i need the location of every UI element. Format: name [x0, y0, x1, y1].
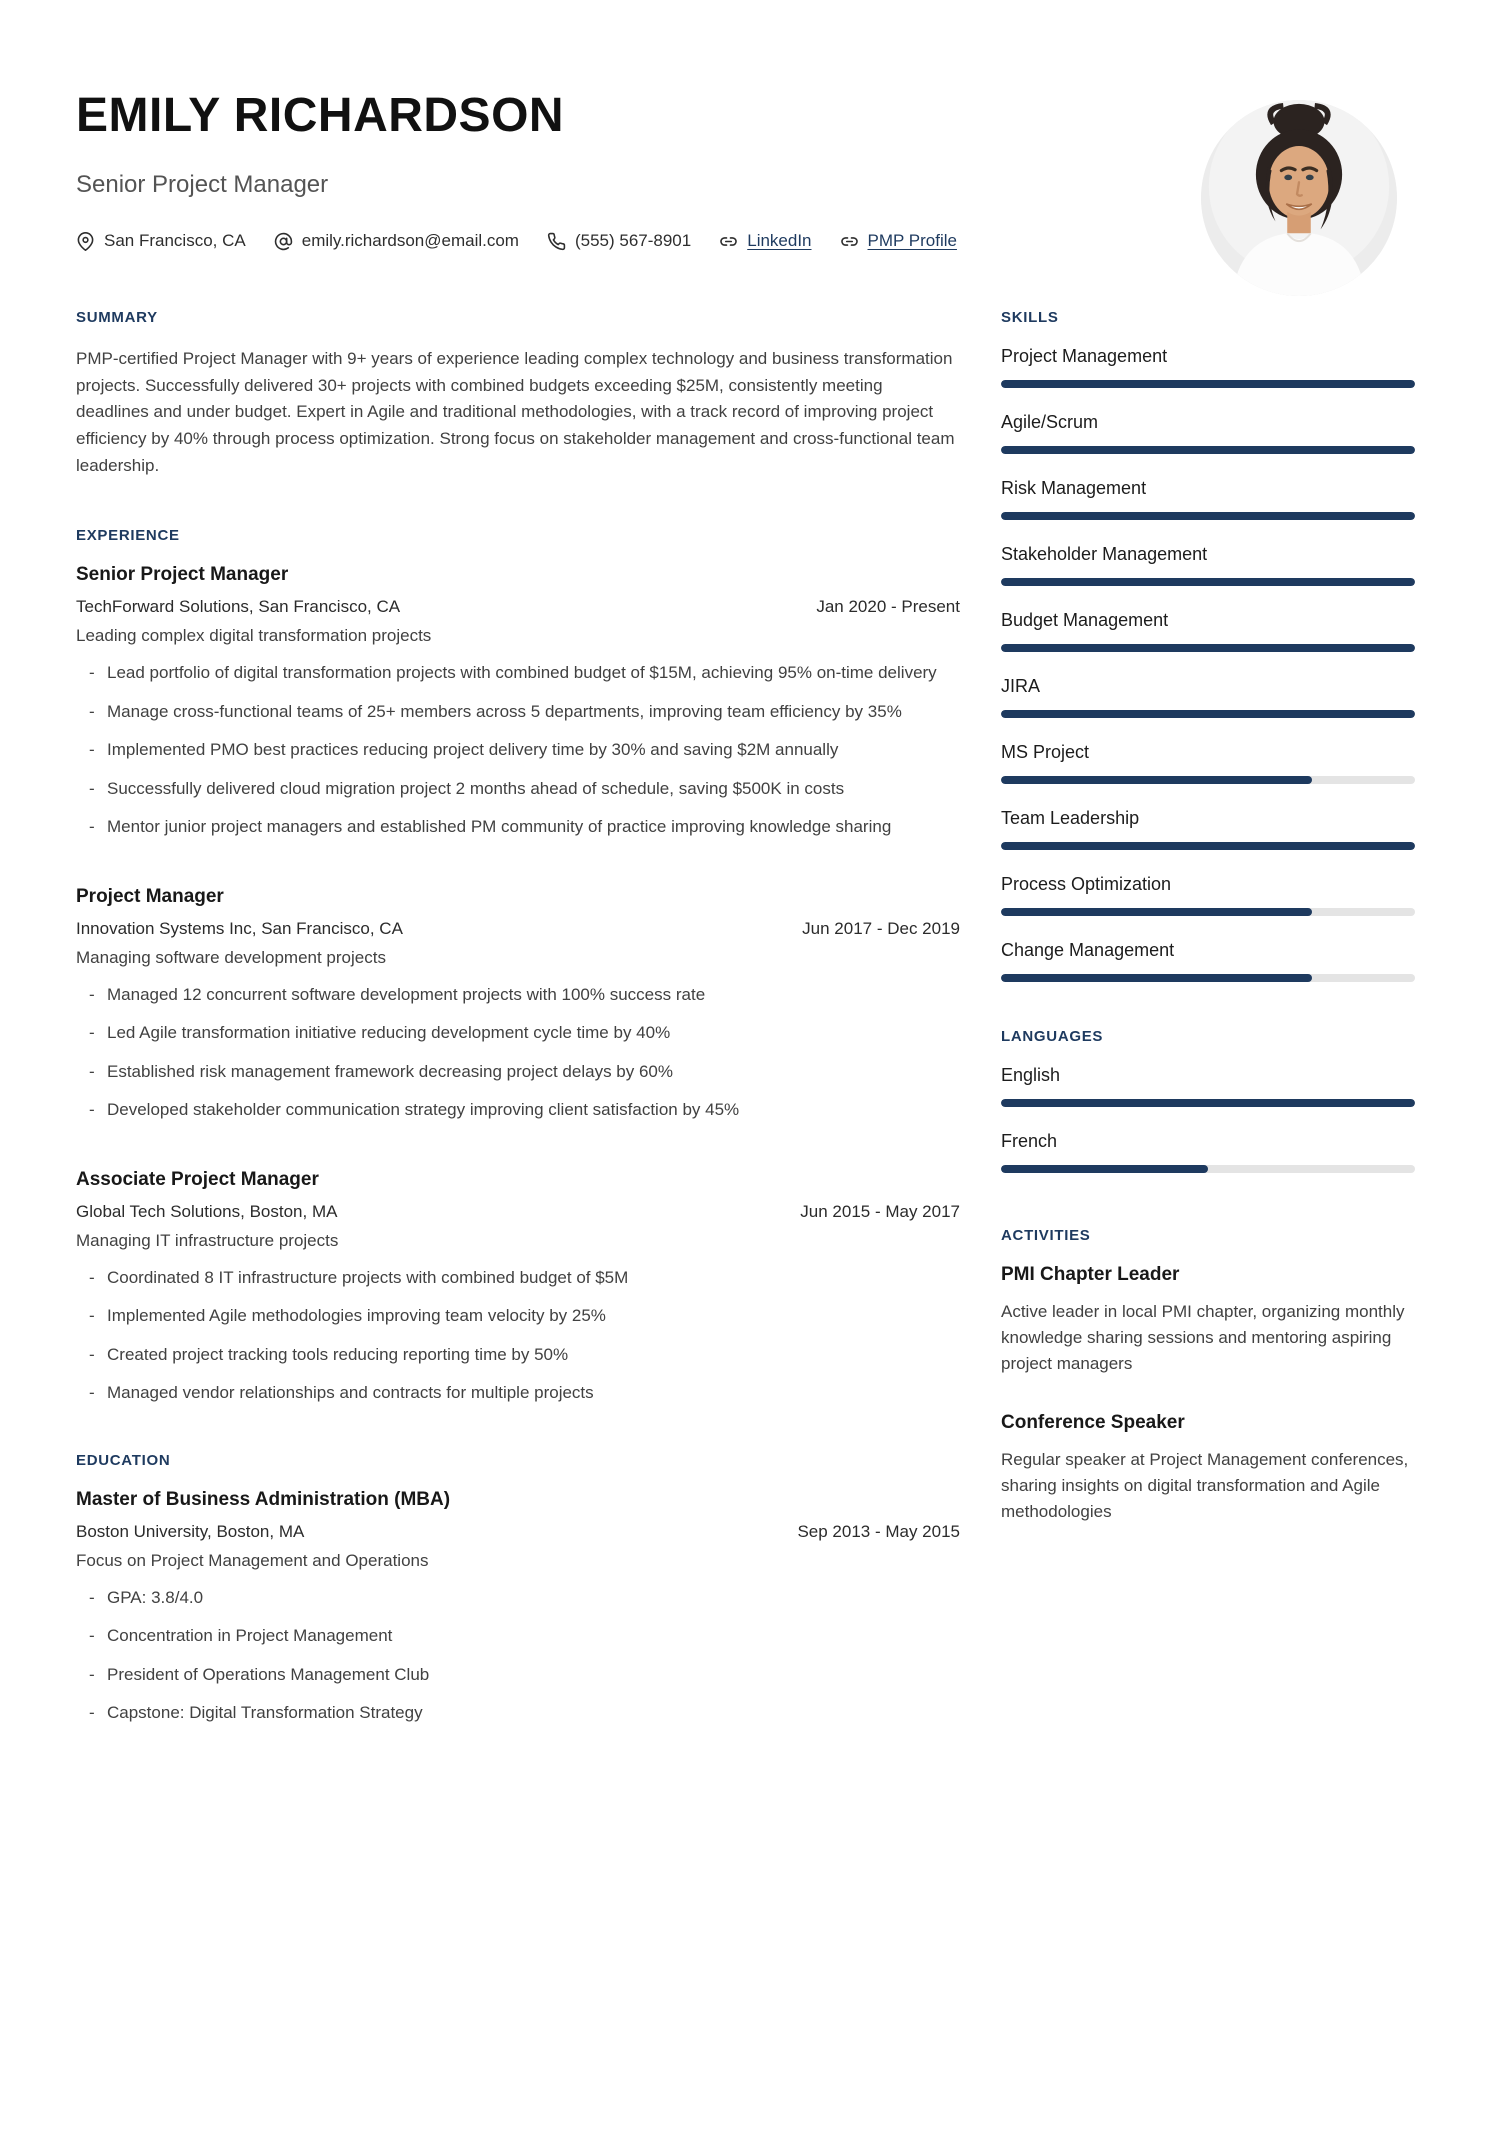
skill-name: Team Leadership [1001, 808, 1140, 828]
experience-heading: EXPERIENCE [76, 527, 180, 545]
skill-bar [1001, 974, 1415, 982]
job-description: Managing software development projects [76, 947, 386, 967]
skill-item [1001, 742, 1415, 784]
skill-name: Project Management [1001, 346, 1168, 366]
skill-bar-fill [1001, 446, 1415, 454]
job-title: Senior Project Manager [76, 564, 289, 586]
languages-heading: LANGUAGES [1001, 1028, 1104, 1045]
activity-name: Conference Speaker [1001, 1412, 1185, 1434]
skill-item [1001, 808, 1415, 850]
bullet-item: - Managed 12 concurrent software development projects with 100% success rate [76, 982, 960, 1008]
education-bullets [76, 1585, 960, 1726]
skill-bar [1001, 380, 1415, 388]
skill-bar-fill [1001, 974, 1312, 982]
job-description: Leading complex digital transformation projects [76, 626, 432, 646]
contact-email [274, 231, 519, 251]
summary-text: PMP-certified Project Manager with 9+ years of experience leading complex technology and business transformation projects. Successfully delivered 30+ projects with combined budgets exceeding $25M, consistently meeting deadlines and under budget. Expert in Agile and traditional methodologies, with a track record of improving project efficiency by 40% through process optimization. Strong focus on stakeholder management and cross-functional team leadership. [76, 349, 955, 475]
contact-pmp-profile [840, 231, 957, 251]
contact-phone-text: (555) 567-8901 [574, 231, 692, 250]
job-bullets [76, 1265, 960, 1406]
link-icon [840, 232, 859, 251]
skills-section [1001, 309, 1415, 982]
skill-name: Agile/Scrum [1001, 412, 1099, 432]
job-company: Innovation Systems Inc, San Francisco, CA [76, 918, 403, 938]
job-company: Global Tech Solutions, Boston, MA [76, 1201, 338, 1221]
at-sign-icon [274, 232, 293, 251]
degree-title: Master of Business Administration (MBA) [76, 1488, 451, 1510]
skill-bar [1001, 578, 1415, 586]
bullet-item: - Capstone: Digital Transformation Strategy [76, 1700, 960, 1726]
skill-name: JIRA [1001, 676, 1041, 696]
skill-bar-fill [1001, 710, 1415, 718]
job-title: Project Manager [76, 885, 224, 907]
education-dates: Sep 2013 - May 2015 [797, 1521, 960, 1541]
skill-name: MS Project [1001, 742, 1090, 762]
summary-section [76, 309, 960, 479]
activity-item [1001, 1264, 1415, 1376]
skill-bar-fill [1001, 776, 1312, 784]
skill-item [1001, 874, 1415, 916]
skill-bar-fill [1001, 644, 1415, 652]
bullet-item: - Created project tracking tools reducing reporting time by 50% [76, 1342, 960, 1368]
contact-location [76, 231, 246, 251]
phone-icon [547, 232, 566, 251]
language-bar-fill [1001, 1165, 1208, 1173]
skill-item [1001, 346, 1415, 388]
skill-bar-fill [1001, 908, 1312, 916]
language-name: French [1001, 1131, 1058, 1151]
bullet-item: - Successfully delivered cloud migration project 2 months ahead of schedule, saving $500K in costs [76, 776, 960, 802]
job-dates: Jun 2015 - May 2017 [800, 1201, 960, 1221]
activities-heading: ACTIVITIES [1001, 1227, 1091, 1244]
language-item [1001, 1065, 1415, 1107]
bullet-item: - Implemented Agile methodologies improving team velocity by 25% [76, 1303, 960, 1329]
activity-text: Active leader in local PMI chapter, organizing monthly knowledge sharing sessions and mentoring aspiring project managers [1001, 1302, 1405, 1373]
activities-section [1001, 1227, 1415, 1525]
skill-name: Risk Management [1001, 478, 1147, 498]
bullet-item: - Managed vendor relationships and contracts for multiple projects [76, 1380, 960, 1406]
bullet-item: - Implemented PMO best practices reducing project delivery time by 30% and saving $2M annually [76, 737, 960, 763]
bullet-item: - Led Agile transformation initiative reducing development cycle time by 40% [76, 1020, 960, 1046]
bullet-item: - Mentor junior project managers and established PM community of practice improving knowledge sharing [76, 814, 960, 840]
bullet-item: - GPA: 3.8/4.0 [76, 1585, 960, 1611]
person-name: EMILY RICHARDSON [76, 89, 565, 142]
right-column [1001, 309, 1415, 1772]
contact-location-text: San Francisco, CA [104, 231, 246, 250]
education-heading: EDUCATION [76, 1451, 171, 1469]
job-title: Associate Project Manager [76, 1168, 319, 1190]
profile-photo-illustration [1201, 100, 1397, 296]
activity-name: PMI Chapter Leader [1001, 1264, 1180, 1285]
skill-bar [1001, 512, 1415, 520]
skill-name: Stakeholder Management [1001, 544, 1208, 564]
skill-item [1001, 940, 1415, 982]
skill-bar [1001, 446, 1415, 454]
skill-bar [1001, 776, 1415, 784]
skill-bar-fill [1001, 842, 1415, 850]
job-bullets [76, 982, 960, 1123]
job-company: TechForward Solutions, San Francisco, CA [76, 597, 401, 617]
languages-section [1001, 1028, 1415, 1173]
skill-bar-fill [1001, 512, 1415, 520]
bullet-item: - Coordinated 8 IT infrastructure projects with combined budget of $5M [76, 1265, 960, 1291]
job-dates: Jan 2020 - Present [816, 597, 960, 617]
bullet-item: - President of Operations Management Club [76, 1662, 960, 1688]
language-bar [1001, 1165, 1415, 1173]
bullet-item: - Concentration in Project Management [76, 1623, 960, 1649]
experience-entry [76, 886, 960, 1123]
skill-item [1001, 412, 1415, 454]
language-bar [1001, 1099, 1415, 1107]
skills-heading: SKILLS [1001, 309, 1059, 326]
job-dates: Jun 2017 - Dec 2019 [802, 918, 960, 938]
experience-section [76, 527, 960, 1406]
skill-bar-fill [1001, 578, 1415, 586]
skill-item [1001, 676, 1415, 718]
bullet-item: - Developed stakeholder communication strategy improving client satisfaction by 45% [76, 1097, 960, 1123]
link-icon [719, 232, 738, 251]
skill-name: Process Optimization [1001, 874, 1172, 894]
activity-text: Regular speaker at Project Management conferences, sharing insights on digital transformation and Agile methodologies [1001, 1450, 1409, 1522]
job-description: Managing IT infrastructure projects [76, 1230, 339, 1250]
summary-heading: SUMMARY [76, 309, 158, 326]
bullet-item: - Lead portfolio of digital transformation projects with combined budget of $15M, achieving 95% on-time delivery [76, 660, 960, 686]
main-content [76, 309, 1415, 1772]
activity-item [1001, 1412, 1415, 1524]
skill-bar [1001, 842, 1415, 850]
skill-name: Budget Management [1001, 610, 1169, 630]
experience-entry [76, 564, 960, 840]
education-entry [76, 1489, 960, 1726]
contact-linkedin [719, 231, 811, 251]
experience-entry [76, 1169, 960, 1406]
person-title: Senior Project Manager [76, 171, 329, 198]
profile-photo [1201, 100, 1397, 296]
header [76, 88, 1415, 251]
language-bar-fill [1001, 1099, 1415, 1107]
linkedin-link[interactable]: LinkedIn [747, 231, 812, 250]
skill-item [1001, 478, 1415, 520]
location-pin-icon [76, 232, 95, 251]
skill-item [1001, 610, 1415, 652]
job-bullets [76, 660, 960, 840]
skill-name: Change Management [1001, 940, 1175, 960]
contact-row [76, 231, 1066, 251]
education-section [76, 1452, 960, 1726]
contact-email-text: emily.richardson@email.com [301, 231, 519, 250]
education-description: Focus on Project Management and Operations [76, 1550, 429, 1570]
contact-phone [547, 231, 691, 251]
school-name: Boston University, Boston, MA [76, 1521, 305, 1541]
language-item [1001, 1131, 1415, 1173]
bullet-item: - Established risk management framework decreasing project delays by 60% [76, 1059, 960, 1085]
skill-bar [1001, 710, 1415, 718]
skill-item [1001, 544, 1415, 586]
pmp-profile-link[interactable]: PMP Profile [867, 231, 957, 250]
skill-bar [1001, 644, 1415, 652]
language-name: English [1001, 1065, 1061, 1085]
skill-bar-fill [1001, 380, 1415, 388]
left-column [76, 309, 960, 1772]
skill-bar [1001, 908, 1415, 916]
bullet-item: - Manage cross-functional teams of 25+ members across 5 departments, improving team efficiency by 35% [76, 699, 960, 725]
